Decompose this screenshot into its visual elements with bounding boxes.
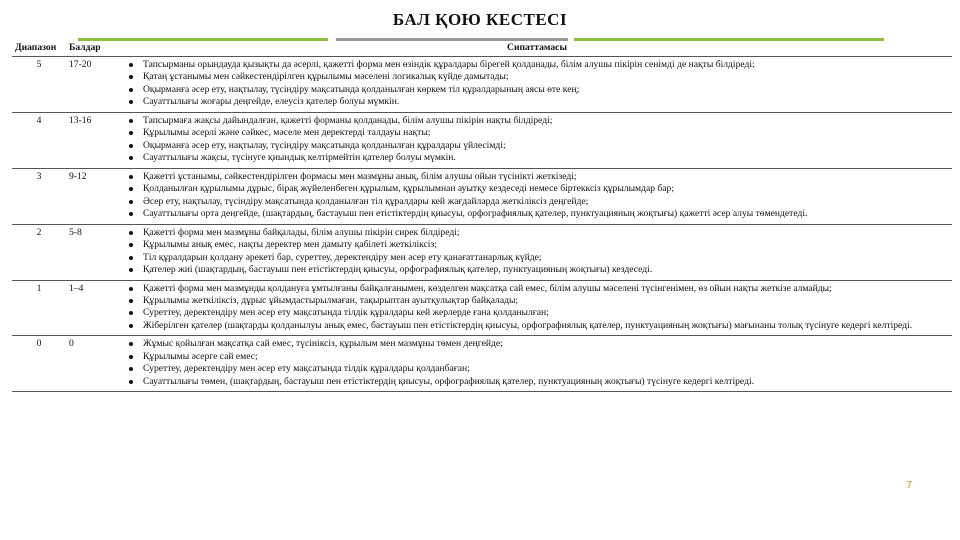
table-row	[12, 57, 952, 113]
header-score: Балдар	[66, 40, 122, 57]
grading-table	[12, 40, 952, 392]
range-cell: 4	[12, 112, 66, 168]
criteria-item: Сауаттылығы төмен, (шақтардың, бастауыш пен етістіктердің қиысуы, орфографиялық қателер, пунктуацияның жоқтығы) түсінуге кедергі келтіреді.	[143, 376, 949, 388]
score-cell: 13-16	[66, 112, 122, 168]
description-cell	[122, 224, 952, 280]
score-cell: 9-12	[66, 168, 122, 224]
criteria-list	[125, 171, 949, 221]
criteria-item: Құрылымы әсерлі және сәйкес, мәселе мен деректерді талдауы нақты;	[143, 127, 949, 139]
range-cell: 2	[12, 224, 66, 280]
table-row	[12, 224, 952, 280]
description-cell	[122, 336, 952, 392]
score-cell: 1–4	[66, 280, 122, 336]
criteria-item: Тапсырмаға жақсы дайындалған, қажетті форманы қолданады, білім алушы пікірін нақты білдіреді;	[143, 115, 949, 127]
header-description: Сипаттамасы	[122, 40, 952, 57]
criteria-list	[125, 283, 949, 333]
criteria-item: Қажетті ұстанымы, сәйкестендірілген формасы мен мазмұны анық, білім алушы ойын түсінікті жеткізеді;	[143, 171, 949, 183]
table-row	[12, 280, 952, 336]
criteria-list	[125, 115, 949, 165]
criteria-item: Қажетті форма мен мазмұны байқалады, білім алушы пікірін сирек білдіреді;	[143, 227, 949, 239]
criteria-item: Қолданылған құрылымы дұрыс, бірақ жүйеленбеген құрылым, құрылымнан ауытқу кездеседі немесе біртекксіз құрылымдар бар;	[143, 183, 949, 195]
range-cell: 5	[12, 57, 66, 113]
criteria-item: Жұмыс қойылған мақсатқа сай емес, түсініксіз, құрылым мен мазмұны төмен деңгейде;	[143, 338, 949, 350]
table-row	[12, 336, 952, 392]
criteria-item: Тіл құралдарын қолдану әрекеті бар, суреттеу, деректендіру мен әсер ету қанағаттанарлық күйде;	[143, 252, 949, 264]
criteria-item: Жіберілген қателер (шақтарды қолданылуы анық емес, бастауыш пен етістіктердің қиысуы, орфографиялық қателер, пунктуацияның жоқтығы) мағынаны толық түсінуге кедергі келтіреді.	[143, 320, 949, 332]
score-cell: 17-20	[66, 57, 122, 113]
description-cell	[122, 280, 952, 336]
score-cell: 0	[66, 336, 122, 392]
criteria-item: Тапсырманы орындауда қызықты да әсерлі, қажетті форма мен өзіндік құралдары бірегей қолданады, білім алушы пікірін сенімді де нақты білдіреді;	[143, 59, 949, 71]
criteria-item: Әсер ету, нақтылау, түсіндіру мақсатында қолданылған тіл құралдары кей жағдайларда жеткіліксіз деңгейде;	[143, 196, 949, 208]
criteria-list	[125, 59, 949, 109]
description-cell	[122, 168, 952, 224]
table-row	[12, 168, 952, 224]
criteria-item: Құрылымы анық емес, нақты деректер мен дамыту қабілеті жеткіліксіз;	[143, 239, 949, 251]
criteria-item: Суреттеу, деректендіру мен әсер ету мақсатында тілдік құралдары қолданбаған;	[143, 363, 949, 375]
criteria-item: Сауаттылығы орта деңгейде, (шақтардың, бастауыш пен етістіктердің қиысуы, орфографиялық қателер, пунктуацияның жоқтығы) қажетті әсер алуы төмендетеді.	[143, 208, 949, 220]
score-cell: 5-8	[66, 224, 122, 280]
range-cell: 0	[12, 336, 66, 392]
criteria-item: Сауаттылығы жақсы, түсінуге қиындық келтірмейтін қателер болуы мүмкін.	[143, 152, 949, 164]
criteria-item: Қатаң ұстанымы мен сәйкестендірілген құрылымы мәселені логикалық күйде дамытады;	[143, 71, 949, 83]
table-body	[12, 57, 952, 392]
table-row	[12, 112, 952, 168]
criteria-item: Сауаттылығы жоғары деңгейде, елеусіз қателер болуы мүмкін.	[143, 96, 949, 108]
range-cell: 1	[12, 280, 66, 336]
description-cell	[122, 57, 952, 113]
criteria-item: Суреттеу, деректендіру мен әсер ету мақсатында тілдік құралдары кей жерлерде ғана қолданылған;	[143, 307, 949, 319]
criteria-list	[125, 227, 949, 277]
criteria-list	[125, 338, 949, 388]
description-cell	[122, 112, 952, 168]
criteria-item: Оқырманға әсер ету, нақтылау, түсіндіру мақсатында қолданылған құралдары үйлесімді;	[143, 140, 949, 152]
table-header-row	[12, 40, 952, 57]
range-cell: 3	[12, 168, 66, 224]
criteria-item: Құрылымы әсерге сай емес;	[143, 351, 949, 363]
page-title: БАЛ ҚОЮ КЕСТЕСІ	[392, 10, 568, 29]
criteria-item: Құрылымы жеткіліксіз, дұрыс ұйымдастырылмаған, тақырыптан ауытқулықтар байқалады;	[143, 295, 949, 307]
page-number: 7	[906, 480, 912, 491]
criteria-item: Қателер жиі (шақтардың, бастауыш пен етістіктердің қиысуы, орфографиялық қателер, пунктуацияның жоқтығы) кездеседі.	[143, 264, 949, 276]
criteria-item: Оқырманға әсер ету, нақтылау, түсіндіру мақсатында қолданылған көркем тіл құралдарының аясы өте кең;	[143, 84, 949, 96]
header-range: Диапазон	[12, 40, 66, 57]
criteria-item: Қажетті форма мен мазмұнды қолдануға ұмтылғаны байқалғанымен, көзделген мақсатқа сай емес, білім алушы мәселені түсінгенімен, өз ойын нақты жеткізе алмайды;	[143, 283, 949, 295]
